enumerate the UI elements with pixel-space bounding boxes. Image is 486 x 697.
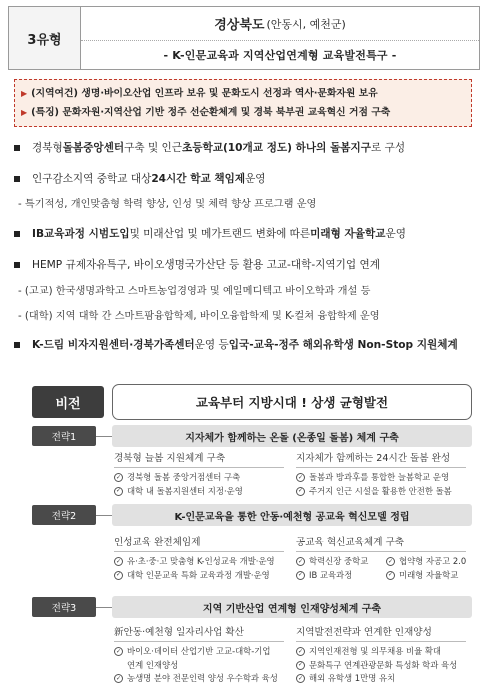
connector-line bbox=[96, 607, 112, 608]
check-icon: ✓ bbox=[115, 557, 122, 565]
strategy-2-title: K-인문교육을 통한 안동·예천형 공교육 혁신모델 정립 bbox=[112, 504, 472, 526]
condition-text: 생명·바이오산업 인프라 보유 및 문화도시 선정과 역사·문화자원 보유 bbox=[81, 88, 378, 99]
column-head: 인성교육 완전체임제 bbox=[114, 534, 284, 552]
vision-label: 비전 bbox=[32, 386, 104, 418]
condition-line bbox=[21, 103, 465, 122]
column-head: 공교육 혁신교육체계 구축 bbox=[296, 534, 466, 552]
strategy-2-label: 전략2 bbox=[32, 505, 96, 525]
condition-line bbox=[21, 84, 465, 103]
column-head: 지역발전전략과 연계한 인재양성 bbox=[296, 624, 466, 642]
bold-text: K-드림 비자지원센터·경북가족센터 bbox=[32, 339, 195, 351]
bold-text: IB교육과정 시범도입 bbox=[32, 228, 130, 240]
check-icon: ✓ bbox=[387, 557, 394, 565]
item-text: 농생명 분야 전문인력 양성 우수학과 육성 bbox=[127, 673, 278, 684]
column-head: 지자체가 함께하는 24시간 돌봄 완성 bbox=[296, 450, 466, 468]
check-icon: ✓ bbox=[387, 571, 394, 579]
strategy-1-title: 지자체가 함께하는 온돌 (온종일 돌봄) 체계 구축 bbox=[112, 425, 472, 447]
check-icon: ✓ bbox=[115, 571, 122, 579]
text: 운영 bbox=[245, 173, 266, 185]
triangle-icon: ▶ bbox=[21, 108, 28, 117]
condition-box bbox=[14, 79, 472, 127]
region-title bbox=[81, 7, 479, 41]
list-item bbox=[296, 569, 386, 583]
column-head: 경북형 늘봄 지원체계 구축 bbox=[114, 450, 284, 468]
square-bullet-icon bbox=[14, 262, 20, 268]
text: 경북형 bbox=[32, 142, 63, 154]
list-item bbox=[296, 645, 466, 659]
sub-bullet: - (고교) 한국생명과학고 스마트농업경영과 및 예일메디텍고 바이오학과 개설 등 bbox=[18, 286, 371, 297]
bold-text: 입국-교육-정주 해외유학생 Non-Stop 지원체계 bbox=[228, 339, 458, 351]
text: 로 구성 bbox=[371, 142, 406, 154]
vision-statement: 교육부터 지방시대 ! 상생 균형발전 bbox=[112, 384, 472, 420]
item-grid bbox=[296, 555, 466, 582]
condition-label: (특징) bbox=[31, 107, 60, 118]
list-item bbox=[386, 569, 466, 583]
list-item bbox=[114, 485, 284, 499]
list-item bbox=[114, 645, 284, 659]
list-item bbox=[296, 485, 466, 499]
triangle-icon: ▶ bbox=[21, 89, 28, 98]
list-item bbox=[386, 555, 466, 569]
item-text: 미래형 자율학교 bbox=[399, 569, 459, 580]
item-text: 주거지 인근 시설을 활용한 안전한 돌봄 bbox=[309, 485, 452, 496]
column-head: 新안동·예천형 일자리사업 확산 bbox=[114, 624, 284, 642]
text: 인구감소지역 중학교 대상 bbox=[32, 173, 152, 185]
type-label: 3유형 bbox=[9, 7, 81, 69]
check-icon: ✓ bbox=[297, 647, 304, 655]
item-text: 돌봄과 방과후를 통합한 늘봄학교 운영 bbox=[309, 472, 450, 482]
list-item bbox=[114, 555, 284, 569]
list-item bbox=[296, 555, 386, 569]
item-text: 협약형 자공고 2.0 bbox=[399, 556, 467, 566]
bullet-ib bbox=[14, 226, 480, 241]
strategy-2-right bbox=[296, 534, 466, 582]
strategy-1-right bbox=[296, 450, 466, 498]
zone-title: - K-인문교육과 지역산업연계형 교육발전특구 - bbox=[163, 49, 397, 62]
region-name: 경상북도 bbox=[214, 18, 265, 33]
list-item bbox=[114, 471, 284, 485]
item-text: 경북형 돌봄 중앙거점센터 구축 bbox=[127, 472, 241, 482]
item-text: 문화특구 연계관광문화 특성화 학과 육성 bbox=[309, 659, 458, 670]
item-text: 해외 유학생 1만명 유치 bbox=[309, 673, 396, 684]
check-icon: ✓ bbox=[297, 674, 304, 682]
item-text: 연계 인재양성 bbox=[127, 659, 179, 670]
check-icon: ✓ bbox=[115, 487, 122, 495]
text: 운영 등 bbox=[194, 339, 229, 351]
check-icon: ✓ bbox=[297, 487, 304, 495]
text: 구축 및 인근 bbox=[124, 142, 183, 154]
strategy-1-label: 전략1 bbox=[32, 426, 96, 446]
bold-text: 24시간 학교 책임제 bbox=[151, 173, 246, 185]
sub-bullet: - (대학) 지역 대학 간 스마트팜융합학제, 바이오융합학제 및 K-컬쳐 융합학제 운영 bbox=[18, 311, 380, 322]
region-cities: (안동시, 예천군) bbox=[266, 17, 346, 31]
strategy-3-right bbox=[296, 624, 466, 686]
check-icon: ✓ bbox=[115, 674, 122, 682]
list-item bbox=[114, 672, 284, 686]
sub-bullet: - 특기적성, 개인맞춤형 학력 향상, 인성 및 체력 향상 프로그램 운영 bbox=[18, 199, 317, 210]
text: HEMP 규제자유특구, 바이오생명국가산단 등 활용 고교-대학-지역기업 연계 bbox=[32, 259, 380, 271]
check-icon: ✓ bbox=[297, 557, 304, 565]
list-item bbox=[114, 569, 284, 583]
strategy-3-title: 지역 기반산업 연계형 인재양성체계 구축 bbox=[112, 596, 472, 618]
text: 및 미래산업 및 메가트랜드 변화에 따른 bbox=[129, 228, 311, 240]
strategy-1-left bbox=[114, 450, 284, 498]
list-item bbox=[114, 659, 284, 673]
check-icon: ✓ bbox=[115, 647, 122, 655]
list-item bbox=[296, 672, 466, 686]
header-right bbox=[81, 7, 479, 69]
item-text: 바이오·데이터 산업기반 고교-대학-기업 bbox=[127, 646, 271, 656]
check-icon: ✓ bbox=[297, 571, 304, 579]
strategy-2-left bbox=[114, 534, 284, 582]
bullet-hemp bbox=[14, 257, 480, 272]
item-text: 학력신장 중학교 bbox=[309, 556, 369, 566]
condition-text: 문화자원·지역산업 기반 정주 선순환체계 및 경북 북부권 교육혁신 거점 구축 bbox=[62, 107, 391, 118]
bullet-care bbox=[14, 140, 480, 155]
strategy-3-label: 전략3 bbox=[32, 597, 96, 617]
item-text: IB 교육과정 bbox=[309, 569, 353, 580]
condition-label: (지역여건) bbox=[31, 88, 78, 99]
connector-line bbox=[96, 436, 112, 437]
check-icon: ✓ bbox=[297, 473, 304, 481]
bullet-24h bbox=[14, 171, 480, 186]
bullet-kdream bbox=[14, 337, 480, 352]
list-item bbox=[296, 471, 466, 485]
square-bullet-icon bbox=[14, 176, 20, 182]
bold-text: 돌봄중앙센터 bbox=[62, 142, 125, 154]
square-bullet-icon bbox=[14, 342, 20, 348]
list-item bbox=[296, 659, 466, 673]
item-text: 유·초·중·고 맞춤형 K-인성교육 개발·운영 bbox=[127, 556, 275, 566]
check-icon: ✓ bbox=[297, 661, 304, 669]
header-table bbox=[8, 6, 480, 70]
item-text: 대학 내 돌봄지원센터 지정·운영 bbox=[127, 485, 243, 496]
square-bullet-icon bbox=[14, 231, 20, 237]
strategy-3-left bbox=[114, 624, 284, 686]
check-icon: ✓ bbox=[115, 473, 122, 481]
text: 운영 bbox=[385, 228, 406, 240]
item-text: 지역인재전형 및 의무채용 비율 확대 bbox=[309, 646, 442, 656]
connector-line bbox=[96, 515, 112, 516]
bold-text: 미래형 자율학교 bbox=[310, 228, 386, 240]
square-bullet-icon bbox=[14, 145, 20, 151]
bold-text: 초등학교(10개교 정도) 하나의 돌봄지구 bbox=[182, 142, 372, 154]
item-text: 대학 인문교육 특화 교육과정 개발·운영 bbox=[127, 569, 270, 580]
